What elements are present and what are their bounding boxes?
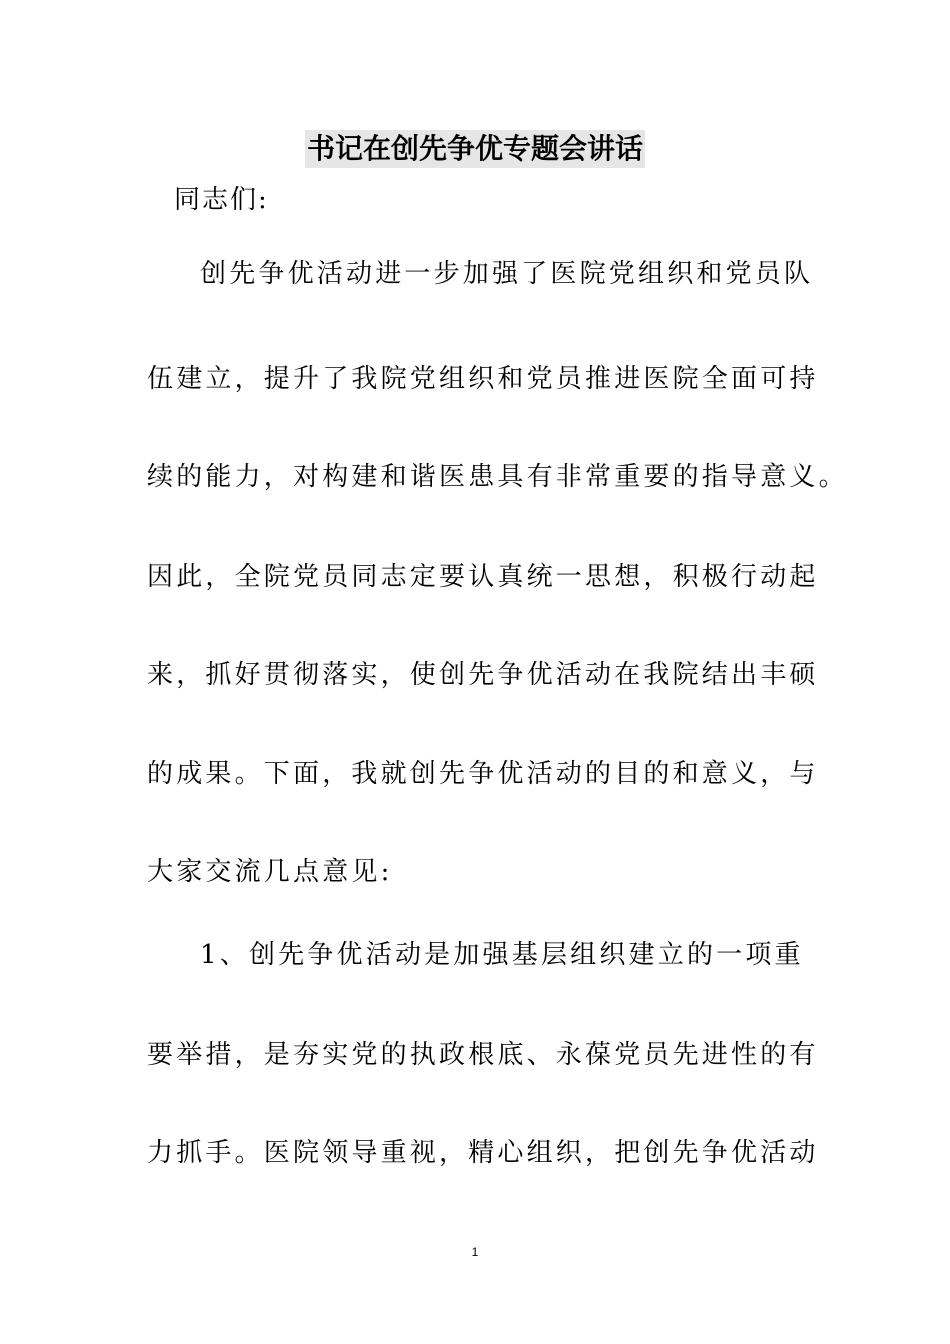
paragraph-line: 大家交流几点意见: xyxy=(147,857,393,887)
paragraph-line: 伍建立，提升了我院党组织和党员推进医院全面可持 xyxy=(147,364,819,394)
paragraph-line: 力抓手。医院领导重视，精心组织，把创先争优活动 xyxy=(147,1138,819,1168)
paragraph-line: 续的能力，对构建和谐医患具有非常重要的指导意义。 xyxy=(147,462,848,492)
paragraph-line: 因此，全院党员同志定要认真统一思想，积极行动起 xyxy=(147,562,819,592)
paragraph-line: 要举措，是夯实党的执政根底、永葆党员先进性的有 xyxy=(147,1040,819,1070)
page-number: 1 xyxy=(471,1245,479,1259)
title-container xyxy=(0,130,950,168)
salutation: 同志们: xyxy=(174,185,269,215)
paragraph-line: 来，抓好贯彻落实，使创先争优活动在我院结出丰硕 xyxy=(147,660,819,690)
paragraph-line: 的成果。下面，我就创先争优活动的目的和意义，与 xyxy=(147,759,819,789)
document-title: 书记在创先争优专题会讲话 xyxy=(305,130,645,168)
paragraph-line: 1、创先争优活动是加强基层组织建立的一项重 xyxy=(200,940,804,970)
paragraph-line: 创先争优活动进一步加强了医院党组织和党员队 xyxy=(200,259,814,289)
